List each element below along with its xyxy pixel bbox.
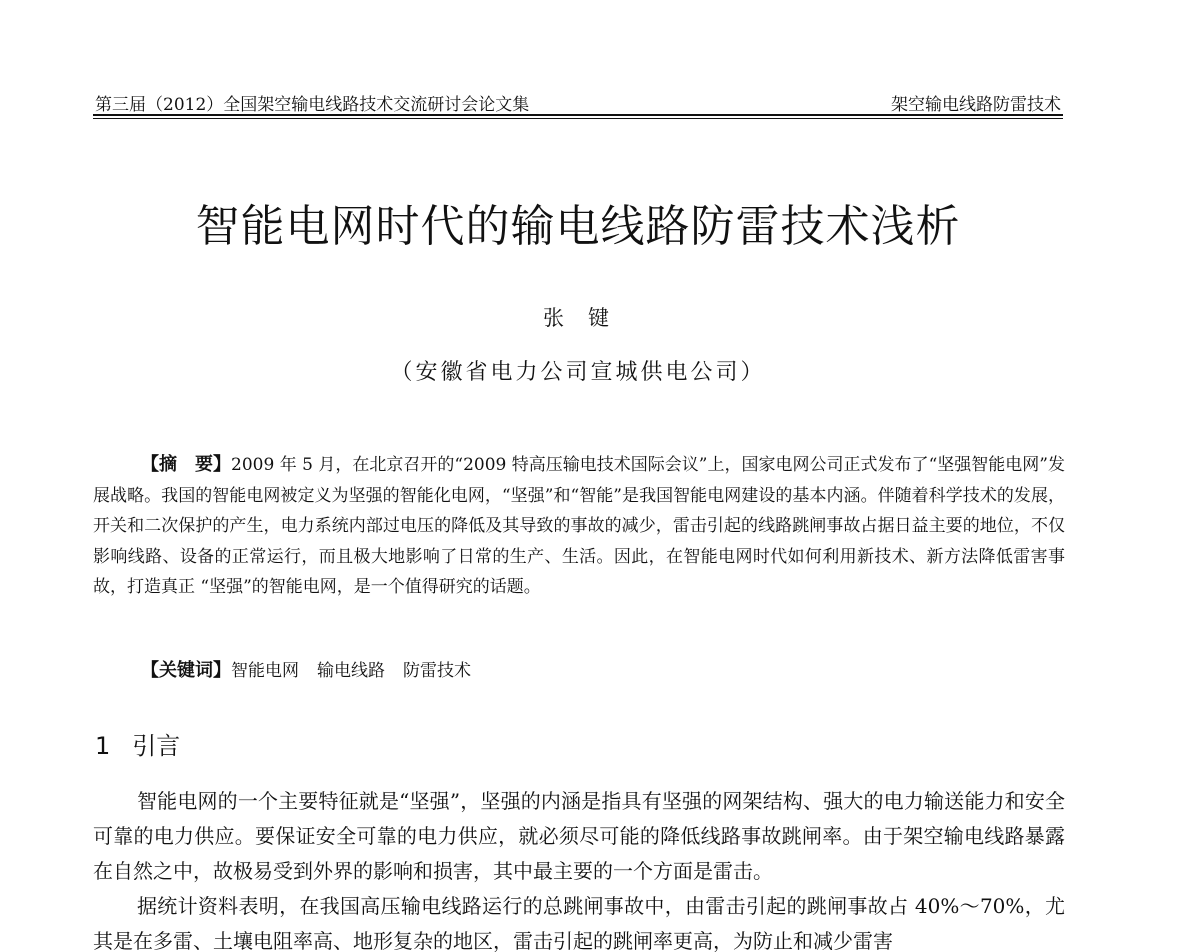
abstract-text: 2009 年 5 月，在北京召开的“2009 特高压输电技术国际会议”上，国家电网公司正式发布了“坚强智能电网”发展战略。我国的智能电网被定义为坚强的智能化电网，“坚强”和“智能”是我国智能电网建设的基本内涵。伴随着科学技术的发展，开关和二次保护的产生，电力系统内部过电压的降低及其导致的事故的减少，雷击引起的线路跳闸事故占据日益主要的地位，不仅影响线路、设备的正常运行，而且极大地影响了日常的生产、生活。因此，在智能电网时代如何利用新技术、新方法降低雷害事故，打造真正 “坚强”的智能电网，是一个值得研究的话题。 [93, 455, 1065, 597]
body-paragraph-2: 据统计资料表明，在我国高压输电线路运行的总跳闸事故中，由雷击引起的跳闸事故占 40%～70%，尤其是在多雷、土壤电阻率高、地形复杂的地区，雷击引起的跳闸率更高，为防止和减少雷害 [93, 894, 1065, 952]
author-name-char-1: 张 [543, 306, 568, 330]
paper-title: 智能电网时代的输电线路防雷技术浅析 [195, 201, 961, 252]
body-text [93, 784, 1065, 952]
header-proceedings-title: 第三届（2012）全国架空输电线路技术交流研讨会论文集 [95, 95, 530, 115]
section-number: 1 [95, 732, 111, 760]
abstract-label: 【摘 要】 [141, 454, 232, 475]
keyword-item: 智能电网 [231, 661, 299, 681]
author-name [0, 302, 1156, 332]
section-heading [95, 726, 180, 761]
body-paragraph-1: 智能电网的一个主要特征就是“坚强”，坚强的内涵是指具有坚强的网架结构、强大的电力输送能力和安全可靠的电力供应。要保证安全可靠的电力供应，就必须尽可能的降低线路事故跳闸率。由于架空输电线路暴露在自然之中，故极易受到外界的影响和损害，其中最主要的一个方面是雷击。 [93, 789, 1065, 883]
abstract [93, 450, 1065, 603]
section-title: 引言 [132, 732, 181, 760]
running-header [93, 86, 1063, 116]
author-name-char-2: 键 [588, 306, 613, 330]
keywords-label: 【关键词】 [141, 660, 231, 681]
header-section-title: 架空输电线路防雷技术 [891, 95, 1061, 115]
keyword-item: 输电线路 [317, 661, 385, 681]
keyword-item: 防雷技术 [403, 661, 471, 681]
author-affiliation: （安徽省电力公司宣城供电公司） [390, 360, 766, 385]
header-rule [93, 118, 1063, 119]
keywords [141, 656, 489, 682]
